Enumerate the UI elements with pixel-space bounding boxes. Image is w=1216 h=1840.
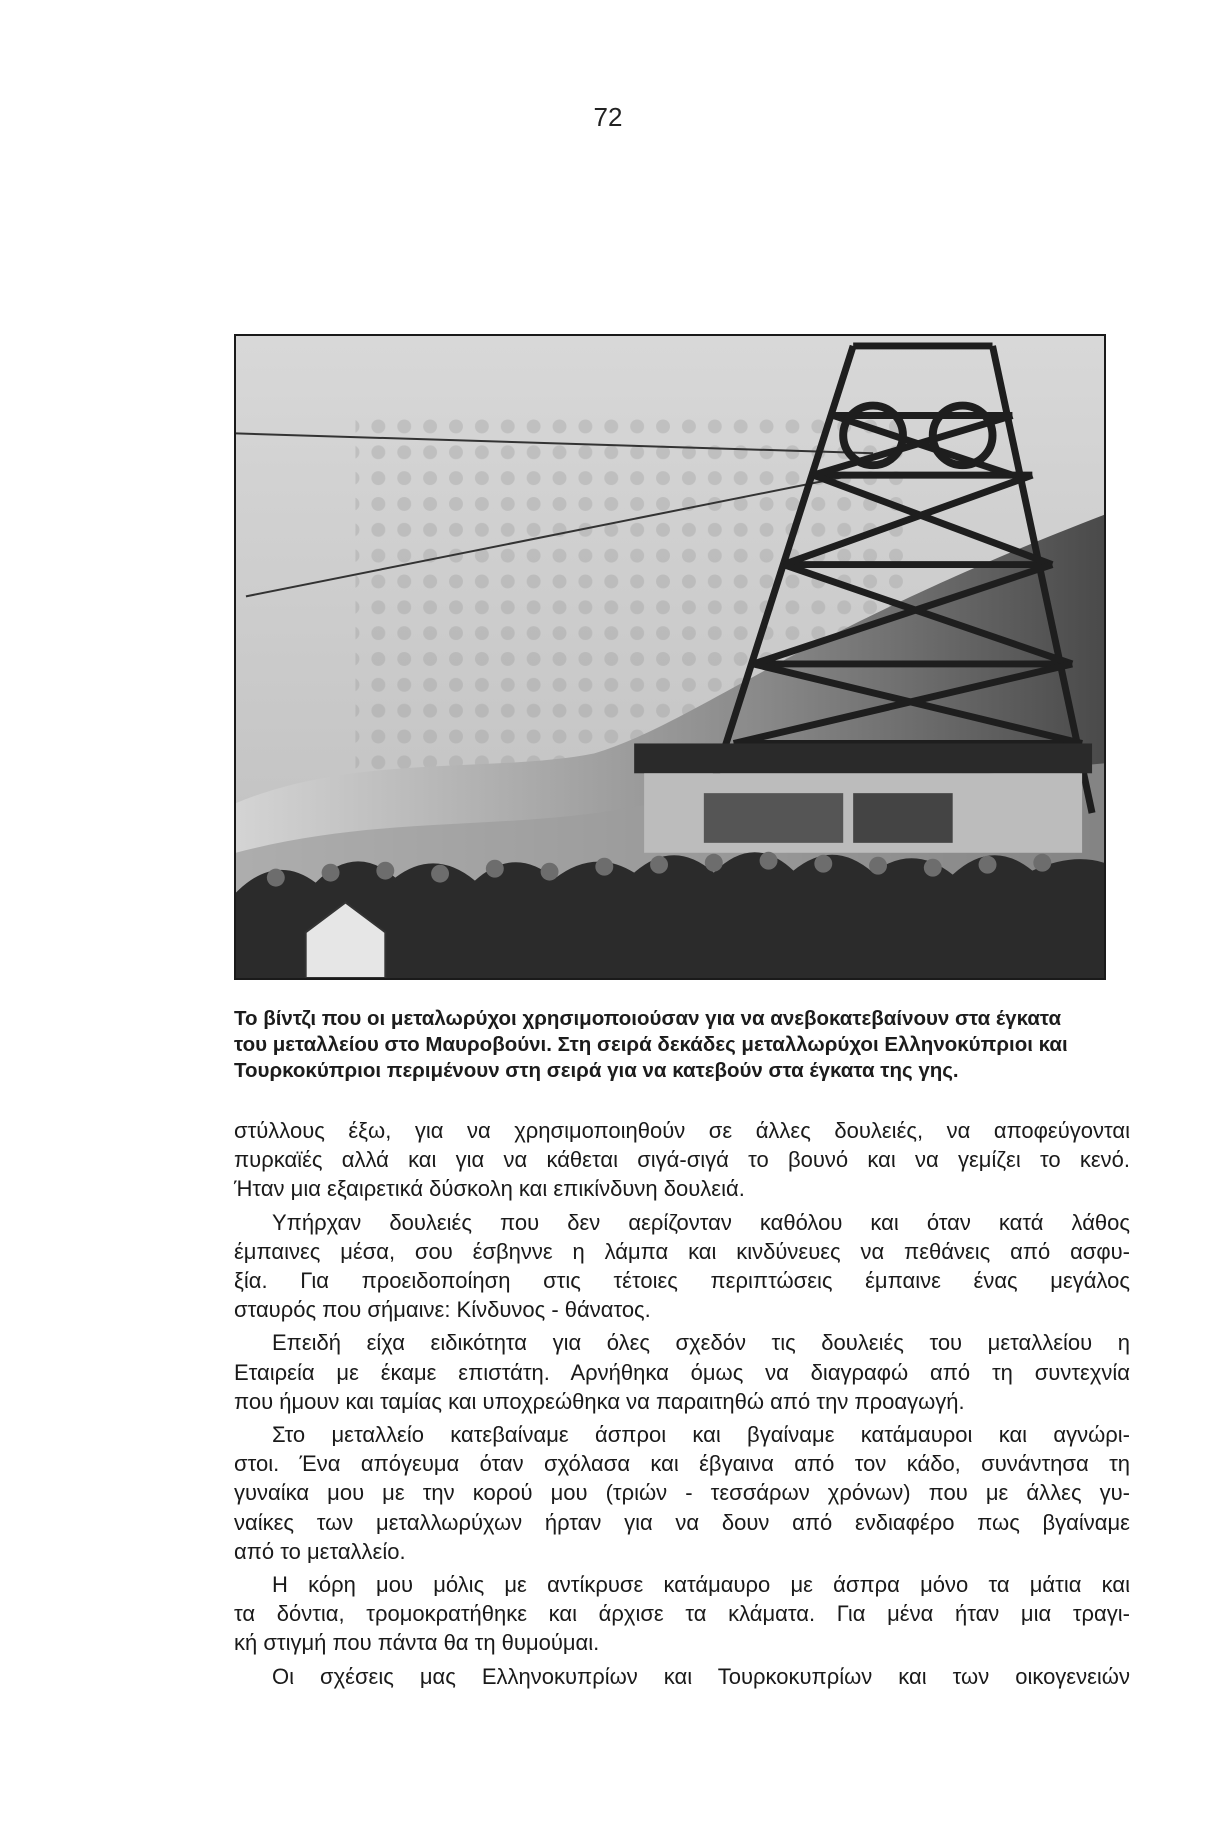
text-line: Ήταν μια εξαιρετικά δύσκολη και επικίνδυνη δουλειά. [234,1176,745,1202]
paragraph [234,1570,1130,1658]
text-line: Η κόρη μου μόλις με αντίκρυσε κατάμαυρο με άσπρα μόνο τα μάτια και [272,1572,1130,1598]
mine-headframe-photo [234,334,1106,980]
text-line: σταυρός που σήμαινε: Κίνδυνος - θάνατος. [234,1297,651,1323]
photo-caption [234,1006,1134,1084]
body-text [234,1116,1130,1695]
paragraph [234,1662,1130,1691]
text-line: κή στιγμή που πάντα θα τη θυμούμαι. [234,1630,600,1656]
paragraph [234,1208,1130,1325]
text-line: έμπαινες μέσα, σου έσβηννε η λάμπα και κινδύνευες να πεθάνεις από ασφυ- [234,1238,1130,1264]
text-line: ναίκες των μεταλλωρύχων ήρταν για να δουν από ενδιαφέρο πως βγαίναμε [234,1509,1130,1535]
paragraph [234,1328,1130,1416]
text-line: Στο μεταλλείο κατεβαίναμε άσπροι και βγαίναμε κατάμαυροι και αγνώρι- [272,1422,1130,1448]
text-line: στοι. Ένα απόγευμα όταν σχόλασα και έβγαινα από τον κάδο, συνάντησα τη [234,1451,1130,1477]
page-number: 72 [593,102,623,132]
caption-line: του μεταλλείου στο Μαυροβούνι. Στη σειρά δεκάδες μεταλλωρύχοι Ελληνοκύπριοι και [234,1033,1068,1056]
text-line: γυναίκα μου με την κορού μου (τριών - τεσσάρων χρόνων) που με άλλες γυ- [234,1480,1130,1506]
text-line: που ήμουν και ταμίας και υποχρεώθηκα να παραιτηθώ από την προαγωγή. [234,1388,965,1414]
text-line: Οι σχέσεις μας Ελληνοκυπρίων και Τουρκοκυπρίων και των οικογενειών [272,1663,1130,1689]
text-line: ξία. Για προειδοποίηση στις τέτοιες περιπτώσεις έμπαινε ένας μεγάλος [234,1268,1130,1294]
caption-line: Το βίντζι που οι μεταλωρύχοι χρησιμοποιούσαν για να ανεβοκατεβαίνουν στα έγκατα [234,1007,1062,1030]
text-line: Υπήρχαν δουλειές που δεν αερίζονταν καθόλου και όταν κατά λάθος [272,1209,1130,1235]
text-line: πυρκαϊές αλλά και για να κάθεται σιγά-σιγά το βουνό και να γεμίζει το κενό. [234,1147,1130,1173]
text-line: τα δόντια, τρομοκρατήθηκε και άρχισε τα κλάματα. Για μένα ήταν μια τραγι- [234,1601,1130,1627]
paragraph [234,1420,1130,1566]
caption-line: Τουρκοκύπριοι περιμένουν στη σειρά για να κατεβούν στα έγκατα της γης. [234,1059,959,1082]
mine-headframe-icon [236,336,1104,978]
text-line: Επειδή είχα ειδικότητα για όλες σχεδόν τις δουλειές του μεταλλείου η [272,1330,1130,1356]
text-line: από το μεταλλείο. [234,1538,406,1564]
paragraph [234,1116,1130,1204]
text-line: Εταιρεία με έκαμε επιστάτη. Αρνήθηκα όμως να διαγραφώ από τη συντεχνία [234,1359,1130,1385]
text-line: στύλλους έξω, για να χρησιμοποιηθούν σε άλλες δουλειές, να αποφεύγονται [234,1118,1130,1143]
